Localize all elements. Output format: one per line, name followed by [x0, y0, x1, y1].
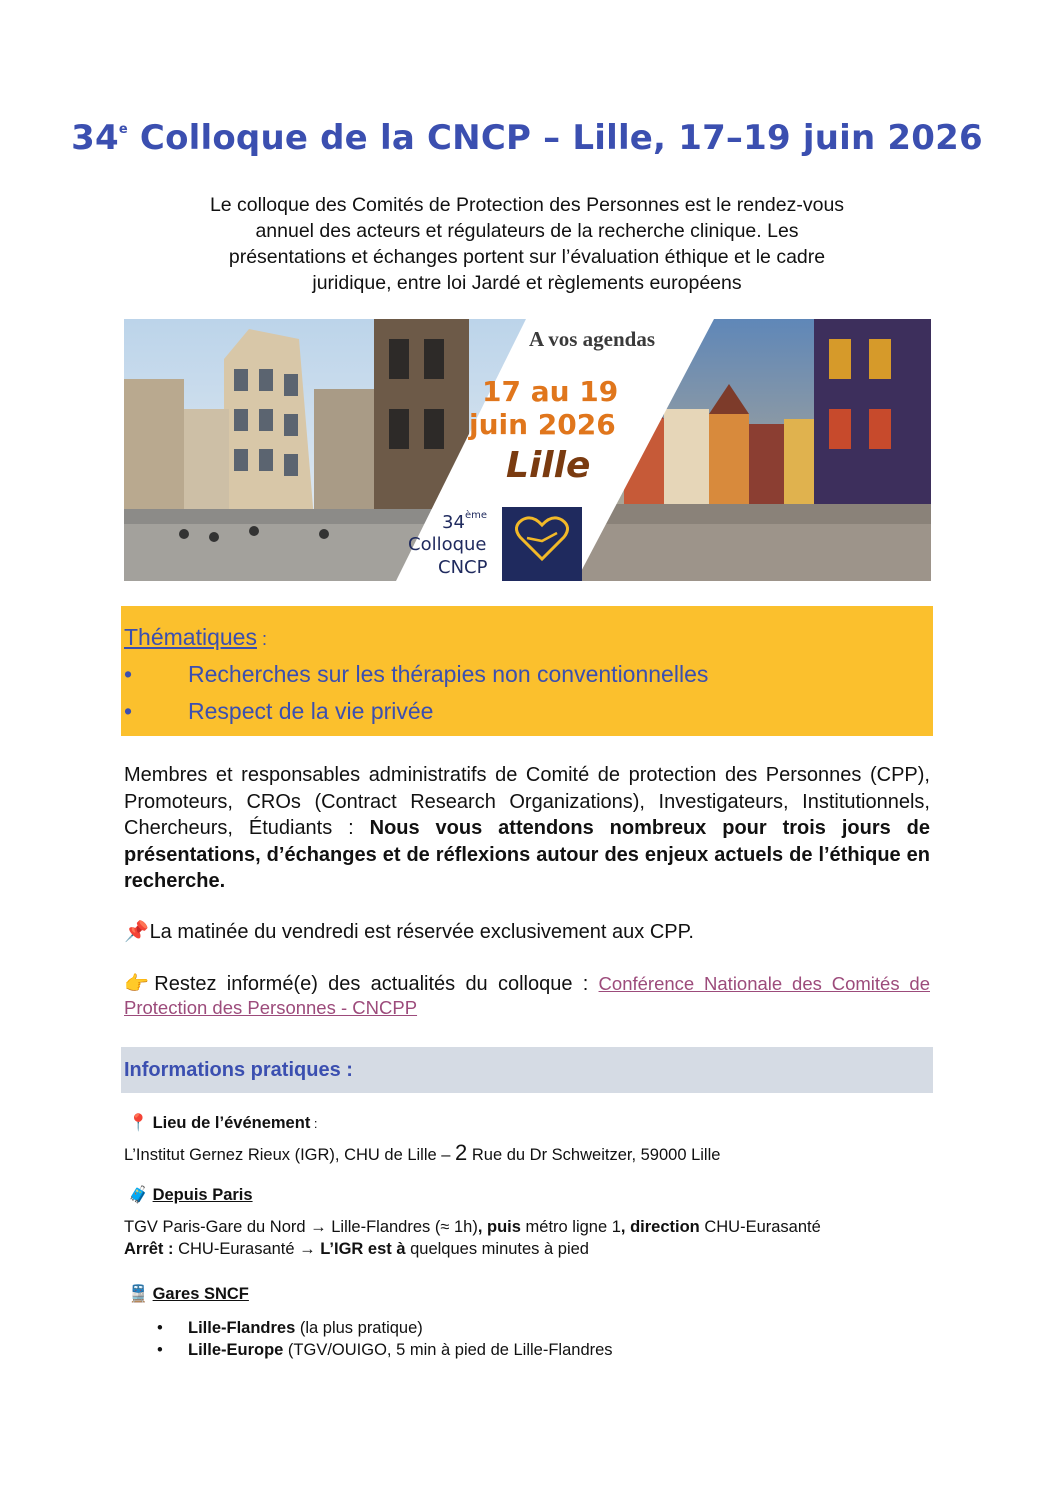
- venue-address-a: L’Institut Gernez Rieux (IGR), CHU de Lille –: [124, 1146, 456, 1164]
- stations-label: Gares SNCF: [152, 1285, 249, 1303]
- venue-label: Lieu de l’événement: [152, 1114, 311, 1132]
- banner-colloque: Colloque: [408, 534, 487, 555]
- venue-address-num: 2: [455, 1140, 468, 1165]
- paris-route-c: métro ligne 1: [520, 1218, 621, 1236]
- pushpin-icon: 📌: [124, 921, 149, 943]
- venue-address: [124, 1140, 720, 1166]
- paris-label: Depuis Paris: [152, 1186, 253, 1204]
- paris-stop-name: CHU-Eurasanté →: [173, 1240, 321, 1258]
- paris-route-e: CHU-Eurasanté: [699, 1218, 821, 1236]
- cncpp-link[interactable]: Conférence Nationale des Comités de Protection des Personnes - CNCPP: [124, 973, 930, 1018]
- bullet-icon: •: [157, 1341, 163, 1359]
- station-detail: (la plus pratique): [295, 1319, 423, 1337]
- station-name: Lille-Europe: [188, 1341, 284, 1359]
- banner-heading: A vos agendas: [529, 327, 656, 351]
- event-banner: [124, 319, 931, 581]
- train-icon: 🚆: [128, 1285, 149, 1303]
- paris-heading: [128, 1186, 253, 1205]
- banner-cncp: CNCP: [438, 557, 488, 578]
- paris-route-b: , puis: [477, 1218, 521, 1236]
- title-sup: e: [118, 121, 128, 137]
- paris-igr-label: L’IGR est à: [320, 1240, 406, 1258]
- audience-paragraph: [124, 762, 930, 895]
- bullet-icon: •: [124, 661, 133, 687]
- themes-heading: [124, 624, 267, 651]
- stations-heading: [128, 1285, 249, 1304]
- themes-box: [121, 606, 933, 736]
- venue-heading: [128, 1114, 318, 1133]
- pointing-hand-icon: 👉: [124, 973, 149, 995]
- intro-paragraph: [124, 192, 930, 296]
- venue-label-suffix: :: [310, 1116, 318, 1131]
- paris-route-a: TGV Paris-Gare du Nord → Lille-Flandres (≈ 1h): [124, 1218, 478, 1236]
- audience-bold-text: Nous vous attendons nombreux pour trois jours de présentations, d’échanges et de réflexions autour des enjeux actuels de l’éthique en recherche.: [124, 817, 930, 892]
- friday-note-text: La matinée du vendredi est réservée exclusivement aux CPP.: [149, 921, 694, 943]
- intro-line: présentations et échanges portent sur l’évaluation éthique et le cadre: [228, 246, 826, 268]
- page-title: [0, 118, 1054, 158]
- banner-dates-line2: juin 2026: [469, 408, 616, 441]
- title-number: 34: [71, 118, 119, 158]
- intro-line: annuel des acteurs et régulateurs de la recherche clinique. Les: [255, 220, 799, 242]
- banner-city: Lille: [506, 445, 591, 486]
- practical-info-header: [121, 1047, 933, 1093]
- banner-dates-line1: 17 au 19: [482, 375, 619, 408]
- themes-heading-label: Thématiques: [124, 624, 257, 650]
- cncp-logo: [502, 507, 582, 581]
- title-rest: Colloque de la CNCP – Lille, 17–19 juin 2026: [127, 118, 983, 158]
- themes-heading-suffix: :: [256, 629, 267, 649]
- audience-text: Membres et responsables administratifs de Comité de protection des Personnes (CPP), Promoteurs, CROs (Contract Research Organizations), Investigateurs, Institutionnels, Chercheurs, Étudiants :: [124, 764, 930, 839]
- friday-note: [124, 919, 694, 944]
- themes-item-text: Recherches sur les thérapies non conventionnelles: [188, 661, 709, 687]
- bullet-icon: •: [157, 1319, 163, 1337]
- practical-info-title: Informations pratiques :: [124, 1059, 353, 1081]
- intro-line: juridique, entre loi Jardé et règlements européens: [312, 272, 742, 294]
- bullet-icon: •: [124, 698, 133, 724]
- themes-item-text: Respect de la vie privée: [188, 698, 434, 724]
- paris-route-line2: [124, 1240, 589, 1259]
- banner-illustration: [124, 319, 931, 581]
- banner-edition: 34: [442, 512, 465, 533]
- location-pin-icon: 📍: [128, 1114, 149, 1132]
- venue-address-b: Rue du Dr Schweitzer, 59000 Lille: [467, 1146, 721, 1164]
- station-detail: (TGV/OUIGO, 5 min à pied de Lille-Flandres: [283, 1341, 613, 1359]
- luggage-icon: 🧳: [128, 1186, 149, 1204]
- follow-paragraph: [124, 972, 930, 1020]
- paris-route-d: , direction: [620, 1218, 700, 1236]
- station-name: Lille-Flandres: [188, 1319, 296, 1337]
- paris-route-line1: [124, 1218, 821, 1237]
- follow-text: Restez informé(e) des actualités du colloque :: [154, 973, 599, 995]
- paris-stop-label: Arrêt :: [124, 1240, 174, 1258]
- banner-edition-sup: ème: [465, 510, 488, 521]
- paris-walk-text: quelques minutes à pied: [405, 1240, 589, 1258]
- intro-line: Le colloque des Comités de Protection des Personnes est le rendez-vous: [209, 194, 845, 216]
